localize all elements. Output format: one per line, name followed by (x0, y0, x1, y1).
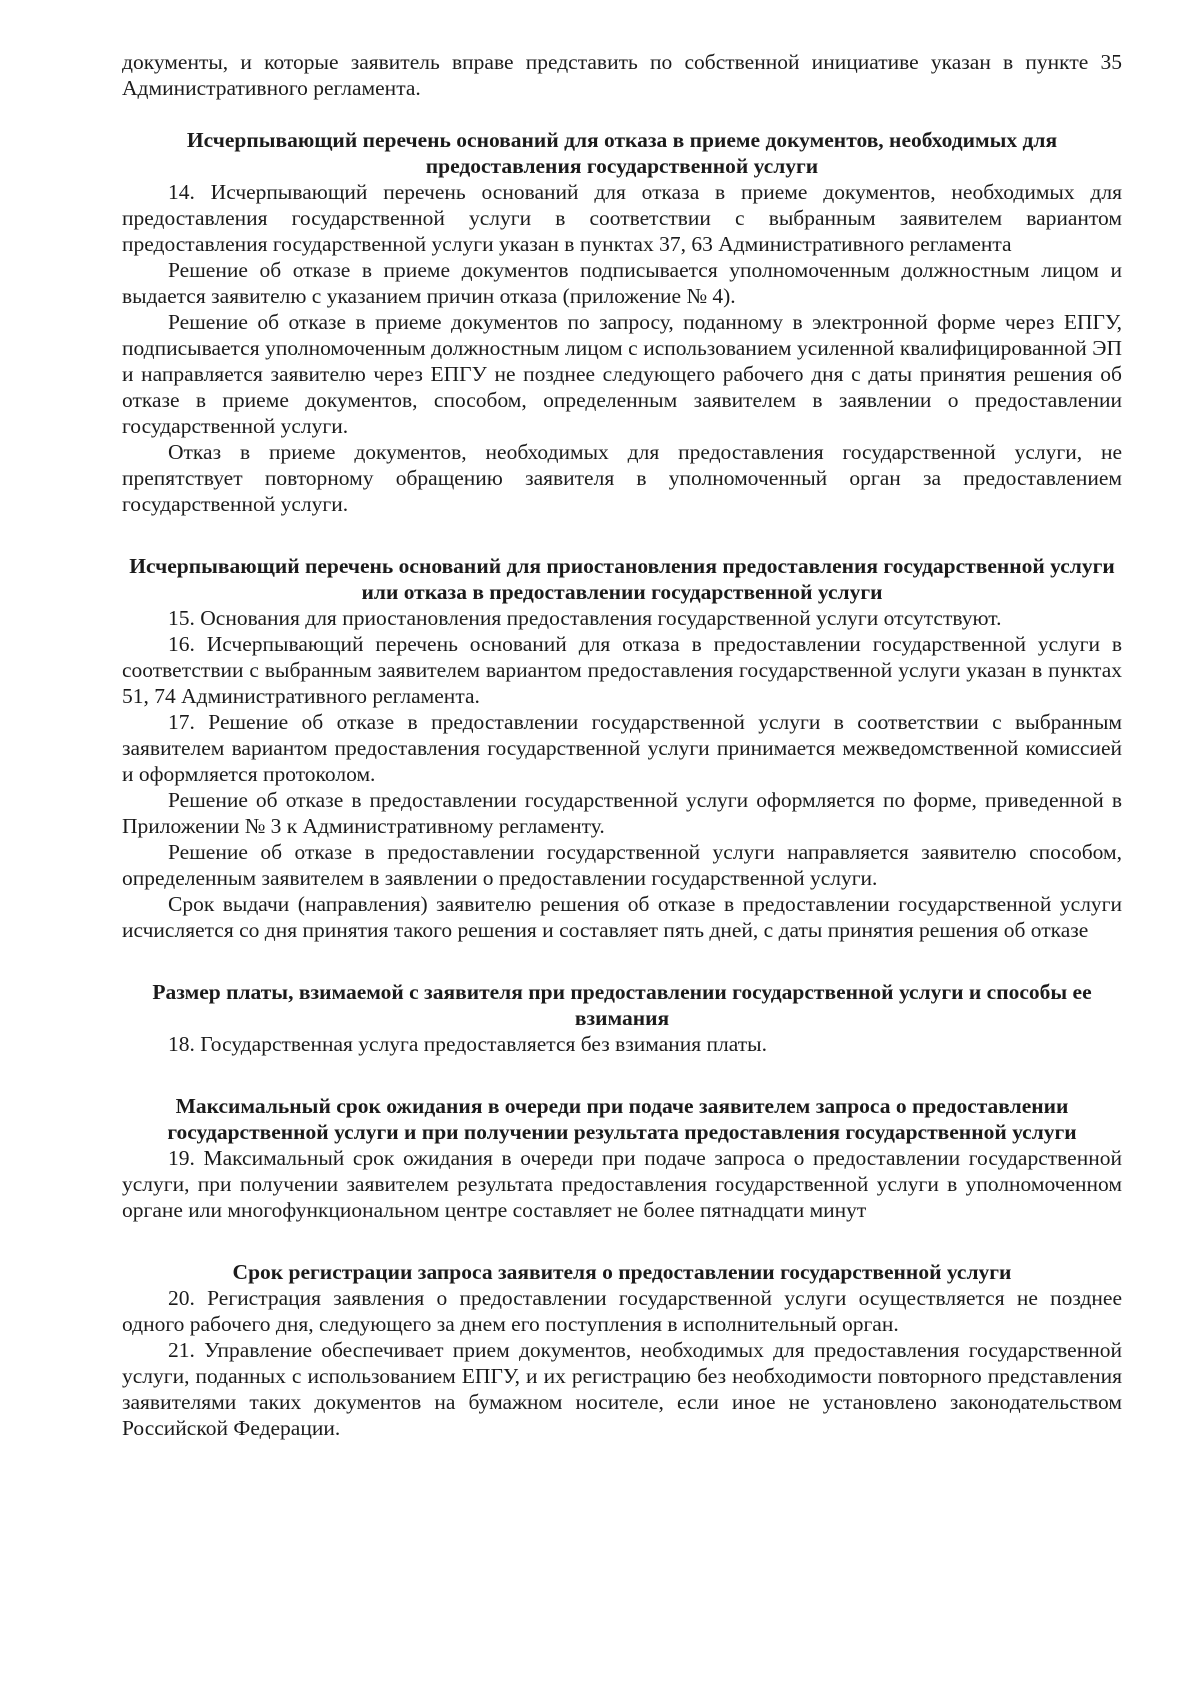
paragraph-20: 20. Регистрация заявления о предоставлении государственной услуги осуществляется не позднее одного рабочего дня, следующего за днем его поступления в исполнительный орган. (122, 1286, 1122, 1336)
paragraph-14-decision: Решение об отказе в приеме документов подписывается уполномоченным должностным лицом и выдается заявителю с указанием причин отказа (приложение № 4). (122, 258, 1122, 308)
paragraph-21: 21. Управление обеспечивает прием документов, необходимых для предоставления государственной услуги, поданных с использованием ЕПГУ, и их регистрацию без необходимости повторного представления заявителями таких документов на бумажном носителе, если иное не установлено законодательством Российской Федерации. (122, 1338, 1122, 1440)
paragraph-19: 19. Максимальный срок ожидания в очереди при подаче запроса о предоставлении государственной услуги, при получении заявителем результата предоставления государственной услуги в уполномоченном органе или многофункциональном центре составляет не более пятнадцати минут (122, 1146, 1122, 1222)
paragraph-14-repeat: Отказ в приеме документов, необходимых для предоставления государственной услуги, не препятствует повторному обращению заявителя в уполномоченный орган за предоставлением государственной услуги. (122, 440, 1122, 516)
paragraph-16: 16. Исчерпывающий перечень оснований для отказа в предоставлении государственной услуги в соответствии с выбранным заявителем вариантом предоставления государственной услуги указан в пунктах 51, 74 Административного регламента. (122, 632, 1122, 708)
section-heading-registration: Срок регистрации запроса заявителя о предоставлении государственной услуги (232, 1260, 1012, 1284)
paragraph-15: 15. Основания для приостановления предоставления государственной услуги отсутствуют. (168, 606, 1002, 630)
intro-paragraph: документы, и которые заявитель вправе представить по собственной инициативе указан в пункте 35 Административного регламента. (122, 50, 1122, 100)
section-heading-refusal-acceptance: Исчерпывающий перечень оснований для отказа в приеме документов, необходимых для предоставления государственной услуги (186, 128, 1058, 178)
section-heading-fee: Размер платы, взимаемой с заявителя при предоставлении государственной услуги и способы ее взимания (152, 980, 1092, 1030)
section-heading-queue-time: Максимальный срок ожидания в очереди при подаче заявителем запроса о предоставлении государственной услуги и при получении результата предоставления государственной услуги (167, 1094, 1077, 1144)
paragraph-17-term: Срок выдачи (направления) заявителю решения об отказе в предоставлении государственной услуги исчисляется со дня принятия такого решения и составляет пять дней, с даты принятия решения об отказе (122, 892, 1122, 942)
paragraph-17: 17. Решение об отказе в предоставлении государственной услуги в соответствии с выбранным заявителем вариантом предоставления государственной услуги принимается межведомственной комиссией и оформляется протоколом. (122, 710, 1122, 786)
paragraph-14: 14. Исчерпывающий перечень оснований для отказа в приеме документов, необходимых для предоставления государственной услуги в соответствии с выбранным заявителем вариантом предоставления государственной услуги указан в пунктах 37, 63 Административного регламента (122, 180, 1122, 256)
paragraph-18: 18. Государственная услуга предоставляется без взимания платы. (168, 1032, 767, 1056)
section-heading-suspension-refusal: Исчерпывающий перечень оснований для приостановления предоставления государственной услуги или отказа в предоставлении государственной услуги (129, 554, 1115, 604)
paragraph-17-delivery: Решение об отказе в предоставлении государственной услуги направляется заявителю способом, определенным заявителем в заявлении о предоставлении государственной услуги. (122, 840, 1122, 890)
document-page (122, 49, 1122, 1441)
paragraph-17-form: Решение об отказе в предоставлении государственной услуги оформляется по форме, приведенной в Приложении № 3 к Административному регламенту. (122, 788, 1122, 838)
paragraph-14-electronic: Решение об отказе в приеме документов по запросу, поданному в электронной форме через ЕПГУ, подписывается уполномоченным должностным лицом с использованием усиленной квалифицированной ЭП и направляется заявителю через ЕПГУ не позднее следующего рабочего дня с даты принятия решения об отказе в приеме документов, способом, определенным заявителем в заявлении о предоставлении государственной услуги. (122, 310, 1122, 438)
